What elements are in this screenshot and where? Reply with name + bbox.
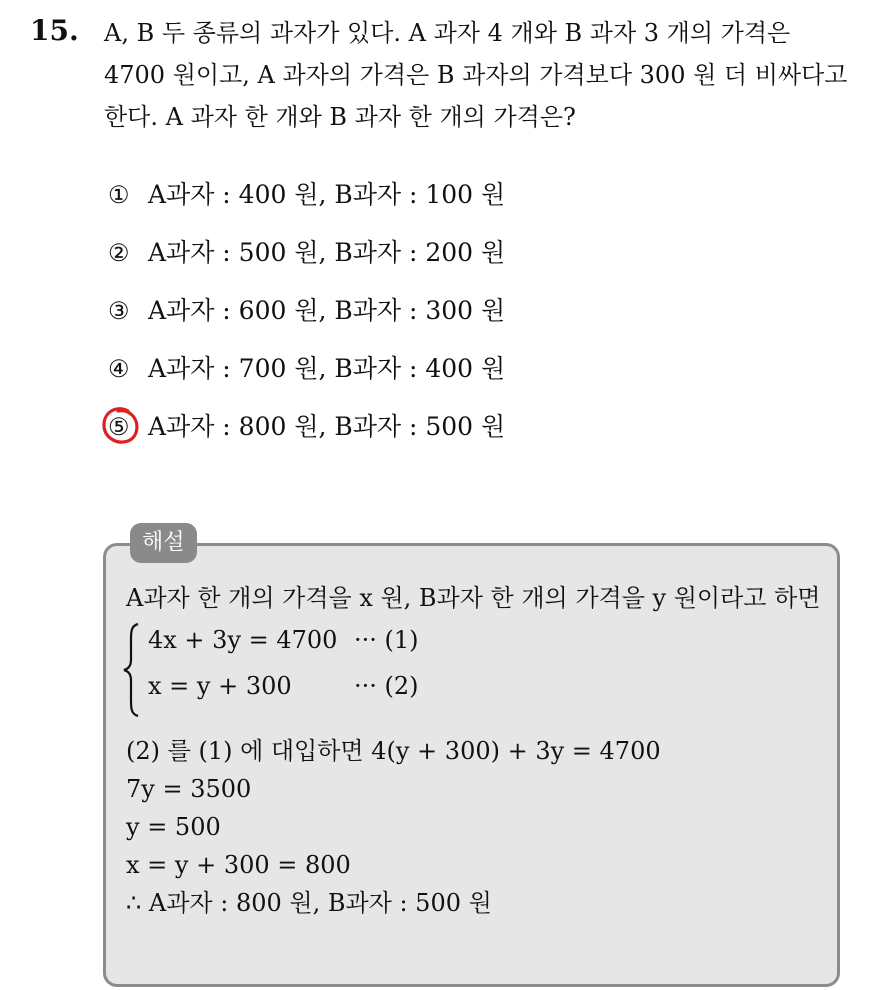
choice-text: A과자 : 600 원, B과자 : 300 원	[148, 296, 506, 325]
solution-tag: 해설	[130, 523, 197, 563]
solution-steps	[126, 732, 826, 922]
choice-4[interactable]	[108, 349, 505, 407]
solution-step-1: (2) 를 (1) 에 대입하면 4(y + 300) + 3y = 4700	[126, 737, 661, 765]
choice-number: ②	[108, 239, 130, 267]
equation-1: 4x + 3y = 4700	[148, 626, 338, 654]
choice-text: A과자 : 800 원, B과자 : 500 원	[148, 412, 506, 441]
solution-step-2: 7y = 3500	[126, 775, 252, 803]
question-text	[104, 12, 864, 138]
choice-3[interactable]	[108, 291, 505, 349]
solution-step-3: y = 500	[126, 813, 221, 841]
equation-2: x = y + 300	[148, 672, 292, 700]
choice-5[interactable]	[108, 407, 505, 465]
solution-content	[126, 578, 826, 922]
choice-number: ④	[108, 355, 130, 383]
left-brace-icon	[122, 622, 142, 718]
choice-text: A과자 : 500 원, B과자 : 200 원	[148, 238, 506, 267]
solution-intro: A과자 한 개의 가격을 x 원, B과자 한 개의 가격을 y 원이라고 하면	[126, 584, 821, 612]
choice-number: ③	[108, 297, 130, 325]
choice-1[interactable]	[108, 175, 505, 233]
equation-1-ref: ··· (1)	[354, 626, 419, 654]
question-line-1: A, B 두 종류의 과자가 있다. A 과자 4 개와 B 과자 3 개의 가격은	[104, 19, 791, 47]
choice-2[interactable]	[108, 233, 505, 291]
solution-step-4: x = y + 300 = 800	[126, 851, 351, 879]
choice-number: ⑤	[108, 413, 130, 441]
choice-number: ①	[108, 181, 130, 209]
question-number: 15.	[30, 14, 79, 47]
question-line-2: 4700 원이고, A 과자의 가격은 B 과자의 가격보다 300 원 더 비싸다고	[104, 61, 848, 89]
equation-2-ref: ··· (2)	[354, 672, 419, 700]
question-line-3: 한다. A 과자 한 개와 B 과자 한 개의 가격은?	[104, 103, 576, 131]
solution-conclusion: ∴ A과자 : 800 원, B과자 : 500 원	[126, 889, 492, 917]
equation-system	[126, 626, 826, 726]
choice-text: A과자 : 400 원, B과자 : 100 원	[148, 180, 506, 209]
choice-text: A과자 : 700 원, B과자 : 400 원	[148, 354, 506, 383]
answer-choices	[108, 175, 505, 465]
